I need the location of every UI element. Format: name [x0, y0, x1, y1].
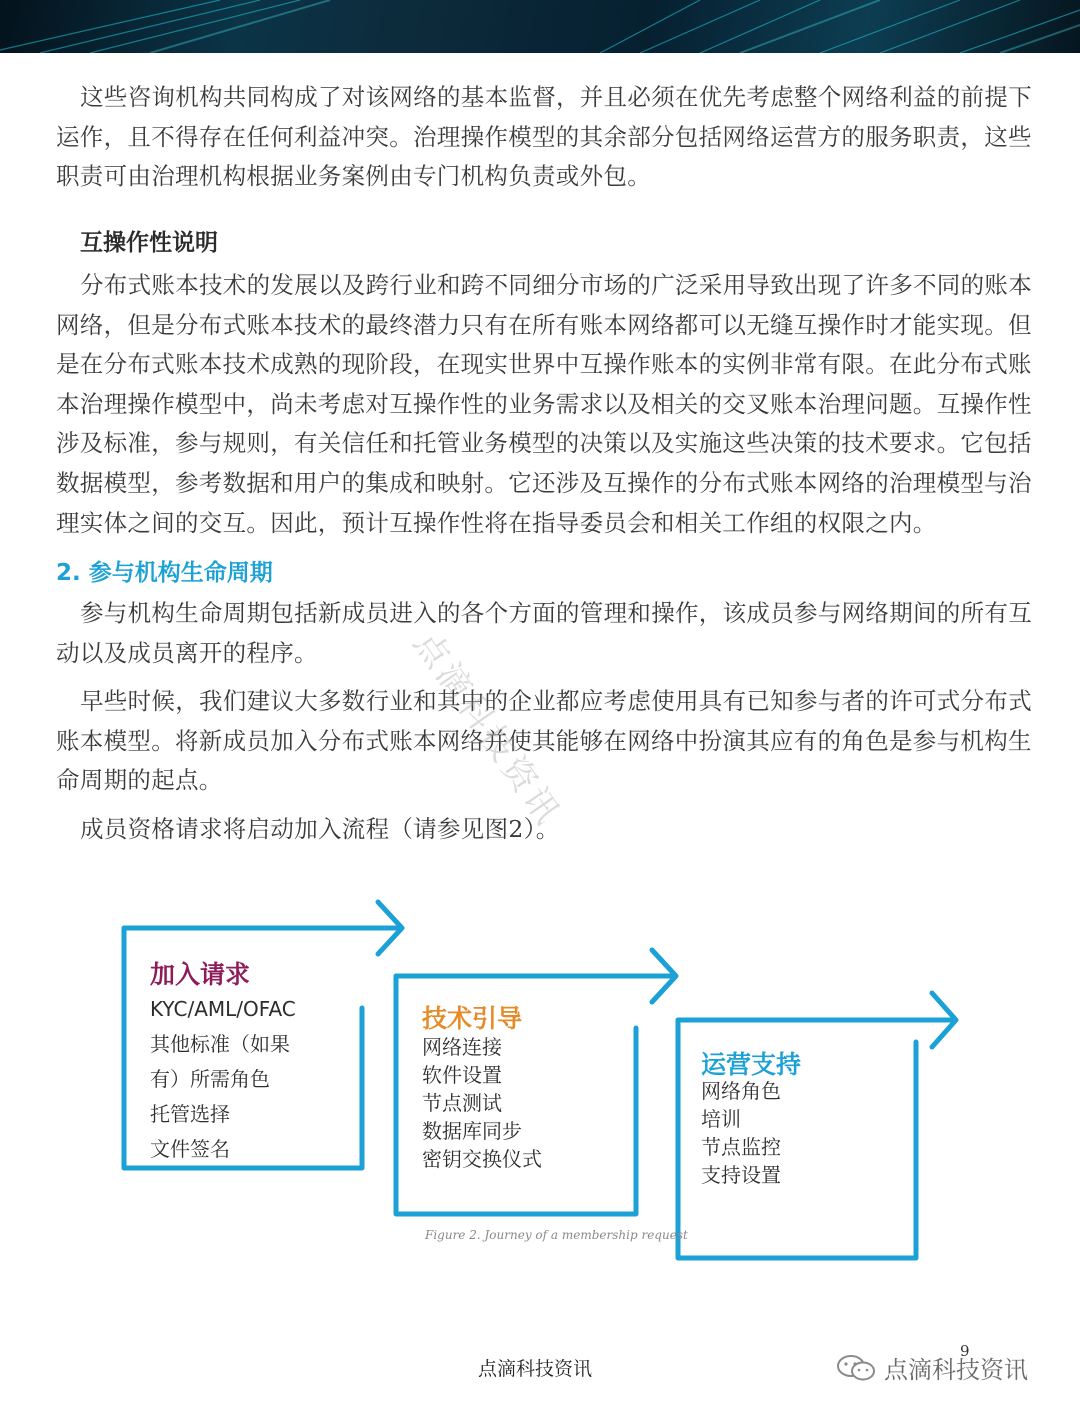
wechat-account-name: 点滴科技资讯: [884, 1356, 1028, 1384]
figure-caption: Figure 2. Journey of a membership request: [425, 1228, 688, 1242]
box2-item: 数据库同步: [422, 1119, 522, 1143]
banner-light-streaks: [0, 0, 1080, 53]
wechat-icon: [836, 1354, 876, 1382]
paragraph-advisory: 这些咨询机构共同构成了对该网络的基本监督，并且必须在优先考虑整个网络利益的前提下运作，且不得存在任何利益冲突。治理操作模型的其余部分包括网络运营方的服务职责，这些职责可由治理机构根据业务案例由专门机构负责或外包。: [56, 83, 1032, 191]
box3-title: 运营支持: [701, 1050, 802, 1079]
box1-list: [150, 992, 296, 1167]
wechat-badge: [836, 1350, 1028, 1385]
paragraph-interoperability: 分布式账本技术的发展以及跨行业和跨不同细分市场的广泛采用导致出现了许多不同的账本网络，但是分布式账本技术的最终潜力只有在所有账本网络都可以无缝互操作时才能实现。但是在分布式账本技术成熟的现阶段，在现实世界中互操作账本的实例非常有限。在此分布式账本治理操作模型中，尚未考虑对互操作性的业务需求以及相关的交叉账本治理问题。互操作性涉及标准，参与规则，有关信任和托管业务模型的决策以及实施这些决策的技术要求。它包括数据模型，参考数据和用户的集成和映射。它还涉及互操作的分布式账本网络的治理模型与治理实体之间的交互。因此，预计互操作性将在指导委员会和相关工作组的权限之内。: [56, 271, 1032, 537]
box3-list: [701, 1077, 781, 1189]
box2-item: 节点测试: [422, 1091, 502, 1115]
box1-item: 其他标准（如果: [150, 1032, 290, 1056]
box3-item: 网络角色: [701, 1079, 781, 1103]
header-banner-image: [0, 0, 1080, 53]
box1-item: 文件签名: [150, 1137, 230, 1161]
box2-item: 密钥交换仪式: [422, 1147, 542, 1171]
box2-item: 软件设置: [422, 1063, 502, 1087]
box3-item: 培训: [701, 1107, 741, 1131]
box2-title: 技术引导: [422, 1004, 523, 1033]
footer-text: 点滴科技资讯: [478, 1358, 593, 1380]
section-heading-lifecycle: 2. 参与机构生命周期: [56, 560, 273, 586]
page-number: 9: [960, 1342, 970, 1360]
watermark: 点滴科技资讯: [405, 624, 570, 835]
interoperability-heading: 互操作性说明: [80, 230, 218, 256]
box2-item: 网络连接: [422, 1035, 502, 1059]
paragraph-membership-request: 成员资格请求将启动加入流程（请参见图2）。: [80, 815, 560, 843]
box1-title: 加入请求: [150, 960, 251, 989]
paragraph-lifecycle: 参与机构生命周期包括新成员进入的各个方面的管理和操作，该成员参与网络期间的所有互动以及成员离开的程序。: [56, 599, 1032, 667]
box3-item: 支持设置: [701, 1163, 781, 1187]
paragraph-permissioned: 早些时候，我们建议大多数行业和其中的企业都应考虑使用具有已知参与者的许可式分布式账本模型。将新成员加入分布式账本网络并使其能够在网络中扮演其应有的角色是参与机构生命周期的起点。: [56, 687, 1032, 795]
box1-item: 托管选择: [150, 1102, 230, 1126]
box1-item: 有）所需角色: [150, 1067, 270, 1091]
box1-item: KYC/AML/OFAC: [150, 997, 296, 1021]
box2-list: [422, 1033, 542, 1173]
box3-item: 节点监控: [701, 1135, 781, 1159]
